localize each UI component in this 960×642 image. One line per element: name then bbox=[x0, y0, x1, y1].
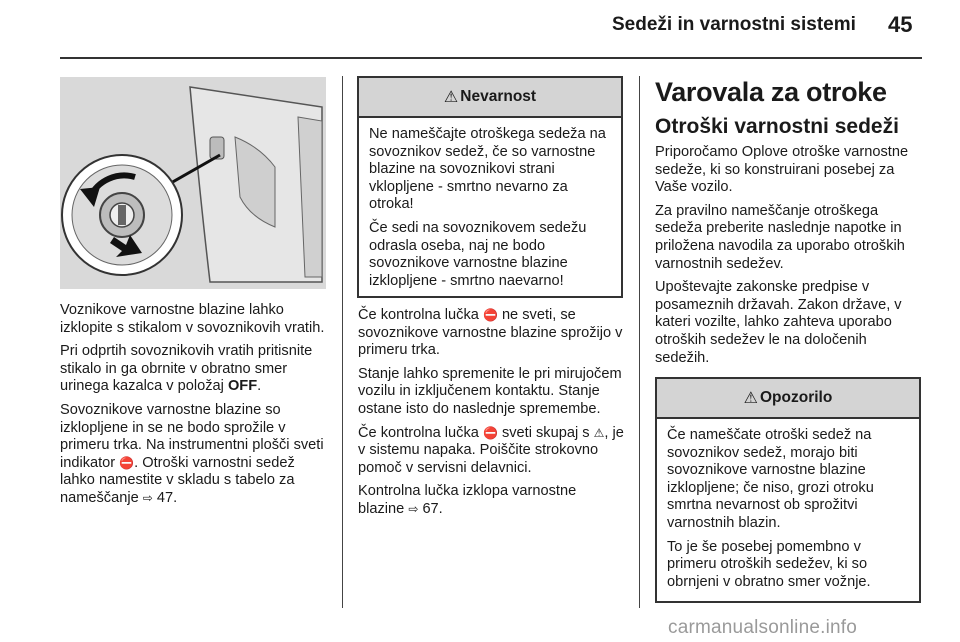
paragraph: Sovoznikove varnostne blazine so izklopljene in se ne bodo sprožile v primeru trka. Na instrumentni plošči sveti indikator ⛔. Otroški varnostni sedež lahko namestite v skladu s tabelo za nameščanje ⇨ 47. bbox=[60, 401, 324, 506]
page-reference-link[interactable]: 47 bbox=[156, 489, 174, 506]
airbag-off-indicator-icon: ⛔ bbox=[119, 455, 135, 470]
paragraph: Upoštevajte zakonske predpise v posameznih državah. Zakon države, v kateri vozilte, lahko zahteva uporabo otroških sedežev le na določenih sedežih. bbox=[655, 279, 902, 366]
danger-box-title: Nevarnost bbox=[460, 88, 537, 105]
column-separator bbox=[639, 76, 640, 608]
paragraph: Stanje lahko spremenite le pri mirujočem vozilu in izključenem kontaktu. Stanje ostane isto do naslednje spremembe. bbox=[358, 365, 622, 417]
subsection-heading: Otroški varnostni sedeži bbox=[655, 115, 899, 138]
page-reference-arrow-icon: ⇨ bbox=[408, 501, 419, 516]
airbag-off-indicator-icon: ⛔ bbox=[482, 425, 498, 440]
paragraph: Če kontrolna lučka ⛔ ne sveti, se sovoznikove varnostne blazine sprožijo v primeru trka. bbox=[358, 307, 623, 359]
paragraph: Pri odprtih sovoznikovih vratih pritisnite stikalo in ga obrnite v obratno smer urinega kazalca v položaj OFF. bbox=[60, 343, 313, 395]
caution-box bbox=[655, 377, 921, 603]
paragraph: Voznikove varnostne blazine lahko izklopite s stikalom v sovoznikovih vratih. bbox=[60, 302, 325, 336]
airbag-off-indicator-icon: ⛔ bbox=[482, 308, 498, 322]
column-middle bbox=[358, 307, 624, 525]
paragraph: Priporočamo Oplove otroške varnostne sedeže, ki so konstruirani posebej za Vaše vozilo. bbox=[655, 144, 909, 196]
paragraph: Če sedi na sovoznikovem sedežu odrasla oseba, naj ne bodo sovoznikove varnostne blazine izklopljene - smrtno naevarno! bbox=[369, 219, 587, 289]
danger-box bbox=[357, 76, 623, 298]
caution-box-title: Opozorilo bbox=[760, 389, 833, 406]
page-header-title: Sedeži in varnostni sistemi bbox=[612, 14, 856, 35]
paragraph: Za pravilno nameščanje otroškega sedeža preberite naslednje napotke in priložena navodila za uporabo otroških varnostnih sedežev. bbox=[655, 202, 905, 272]
page-reference-link[interactable]: 67 bbox=[422, 500, 439, 517]
caution-box-header bbox=[657, 379, 919, 419]
paragraph: Če nameščate otroški sedež na sovoznikov sedež, morajo biti sovoznikove varnostne blazine izklopljene; če niso, grozi otroku smrtna nevarnost ob sprožitvi varnostnih blazin. bbox=[667, 427, 874, 531]
column-left bbox=[60, 302, 330, 514]
paragraph: Če kontrolna lučka ⛔ sveti skupaj s ⚠, je v sistemu napaka. Poiščite strokovno pomoč v servisni delavnici. bbox=[358, 424, 624, 476]
airbag-warning-indicator-icon: ⚠ bbox=[593, 425, 605, 440]
page-reference-arrow-icon: ⇨ bbox=[142, 490, 153, 505]
header-rule bbox=[60, 57, 922, 59]
column-right bbox=[655, 78, 923, 373]
danger-box-header bbox=[359, 78, 621, 118]
paragraph: Kontrolna lučka izklopa varnostne blazine ⇨ 67. bbox=[358, 483, 577, 517]
watermark: carmanualsonline.info bbox=[668, 617, 858, 638]
paragraph: To je še posebej pomembno v primeru otroških sedežev, ki so obrnjeni v obratno smer vožnje. bbox=[667, 538, 871, 590]
warning-triangle-icon: ⚠ bbox=[443, 89, 459, 106]
paragraph: Ne nameščajte otroškega sedeža na sovoznikov sedež, če so varnostne blazine na sovoznikovi strani vklopljene - smrtno nevarno za otroka! bbox=[369, 126, 606, 213]
warning-triangle-icon: ⚠ bbox=[743, 390, 758, 407]
off-label: OFF bbox=[227, 378, 258, 395]
airbag-switch-illustration bbox=[60, 77, 326, 289]
page-number: 45 bbox=[888, 12, 913, 37]
column-separator bbox=[342, 76, 343, 608]
section-heading: Varovala za otroke bbox=[655, 77, 887, 107]
